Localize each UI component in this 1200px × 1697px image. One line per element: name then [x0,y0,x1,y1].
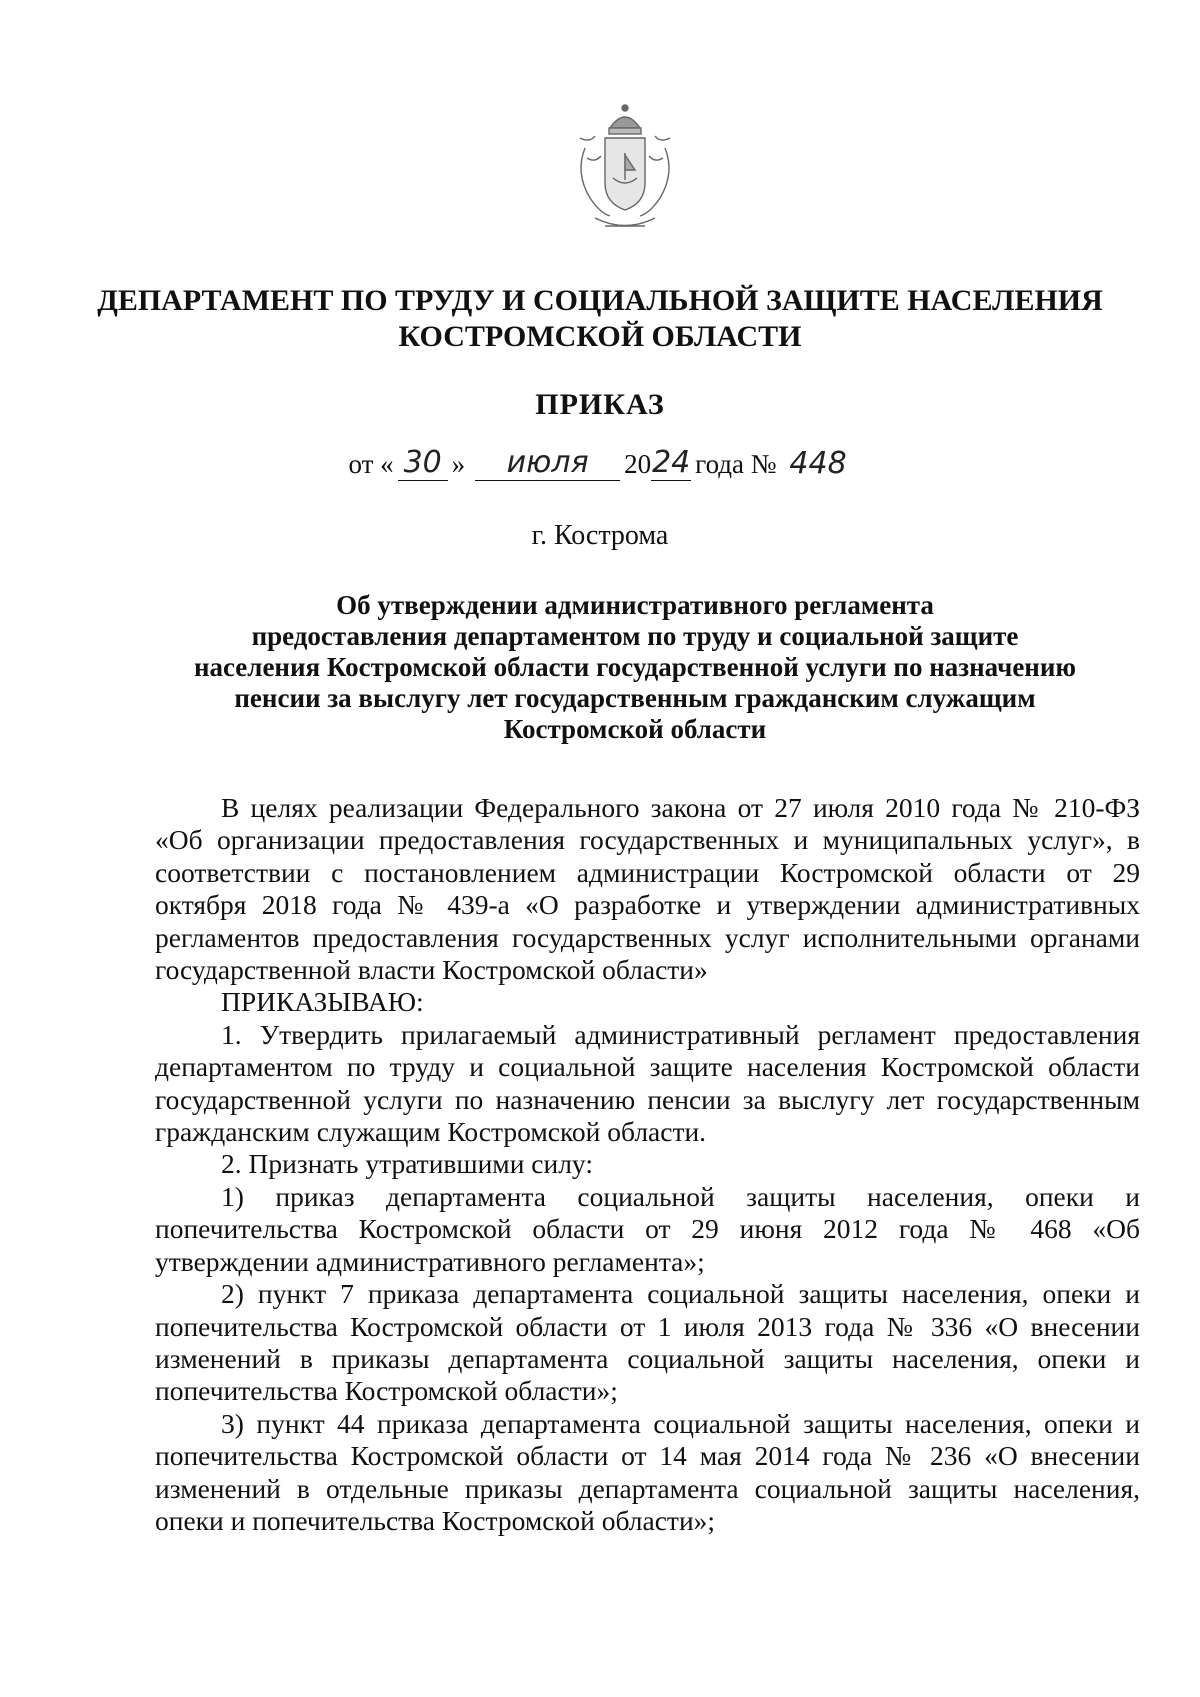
subject-line: населения Костромской области государственной услуги по назначению [193,652,1077,682]
order-date-line [0,446,1200,481]
date-month: июля [475,446,620,481]
order-body [155,792,1140,1537]
subject-line: Об утверждении административного регламента [336,590,934,620]
order-subitem-2: 2) пункт 7 приказа департамента социальной защиты населения, опеки и попечительства Костромской области от 1 июля 2013 года № 336 «О внесении изменений в приказы департамента социальной защиты населения, опеки и попечительства Костромской области»; [155,1278,1140,1407]
preamble-paragraph: В целях реализации Федерального закона от 27 июля 2010 года № 210-ФЗ «Об организации предоставления государственных и муниципальных услуг», в соответствии с постановлением администрации Костромской области от 29 октября 2018 года № 439-а «О разработке и утверждении административных регламентов предоставления государственных услуг исполнительными органами государственной власти Костромской области» [155,792,1140,986]
order-subject [150,590,1120,745]
order-number: 448 [789,446,847,481]
date-prefix: от « [348,449,394,479]
city: г. Кострома [531,520,669,551]
order-directive: ПРИКАЗЫВАЮ: [221,986,424,1018]
date-day: 30 [398,446,448,481]
date-year-prefix: 20 [624,449,652,479]
subject-line: Костромской области [503,714,767,744]
department-name-line2: КОСТРОМСКОЙ ОБЛАСТИ [398,320,802,353]
subject-line: предоставления департаментом по труду и социальной защите [251,621,1019,651]
date-quote-close: » [451,449,466,479]
department-name-line1: ДЕПАРТАМЕНТ ПО ТРУДУ И СОЦИАЛЬНОЙ ЗАЩИТЕ НАСЕЛЕНИЯ [97,284,1103,317]
department-header [0,283,1200,355]
order-item-2: 2. Признать утратившими силу: [221,1148,593,1180]
coat-of-arms-icon [565,98,685,238]
order-title: ПРИКАЗ [535,388,665,421]
order-subitem-3: 3) пункт 44 приказа департамента социальной защиты населения, опеки и попечительства Костромской области от 14 мая 2014 года № 236 «О внесении изменений в отдельные приказы департамента социальной защиты населения, опеки и попечительства Костромской области»; [155,1407,1140,1536]
subject-line: пенсии за выслугу лет государственным гражданским служащим [234,683,1036,713]
date-year-suffix: 24 [652,445,691,480]
date-year-word: года № [695,449,777,479]
order-item-1: 1. Утвердить прилагаемый административный регламент предоставления департаментом по труду и социальной защите населения Костромской области государственной услуги по назначению пенсии за выслугу лет государственным гражданским служащим Костромской области. [155,1018,1140,1148]
order-subitem-1: 1) приказ департамента социальной защиты населения, опеки и попечительства Костромской области от 29 июня 2012 года № 468 «Об утверждении административного регламента»; [155,1180,1140,1277]
